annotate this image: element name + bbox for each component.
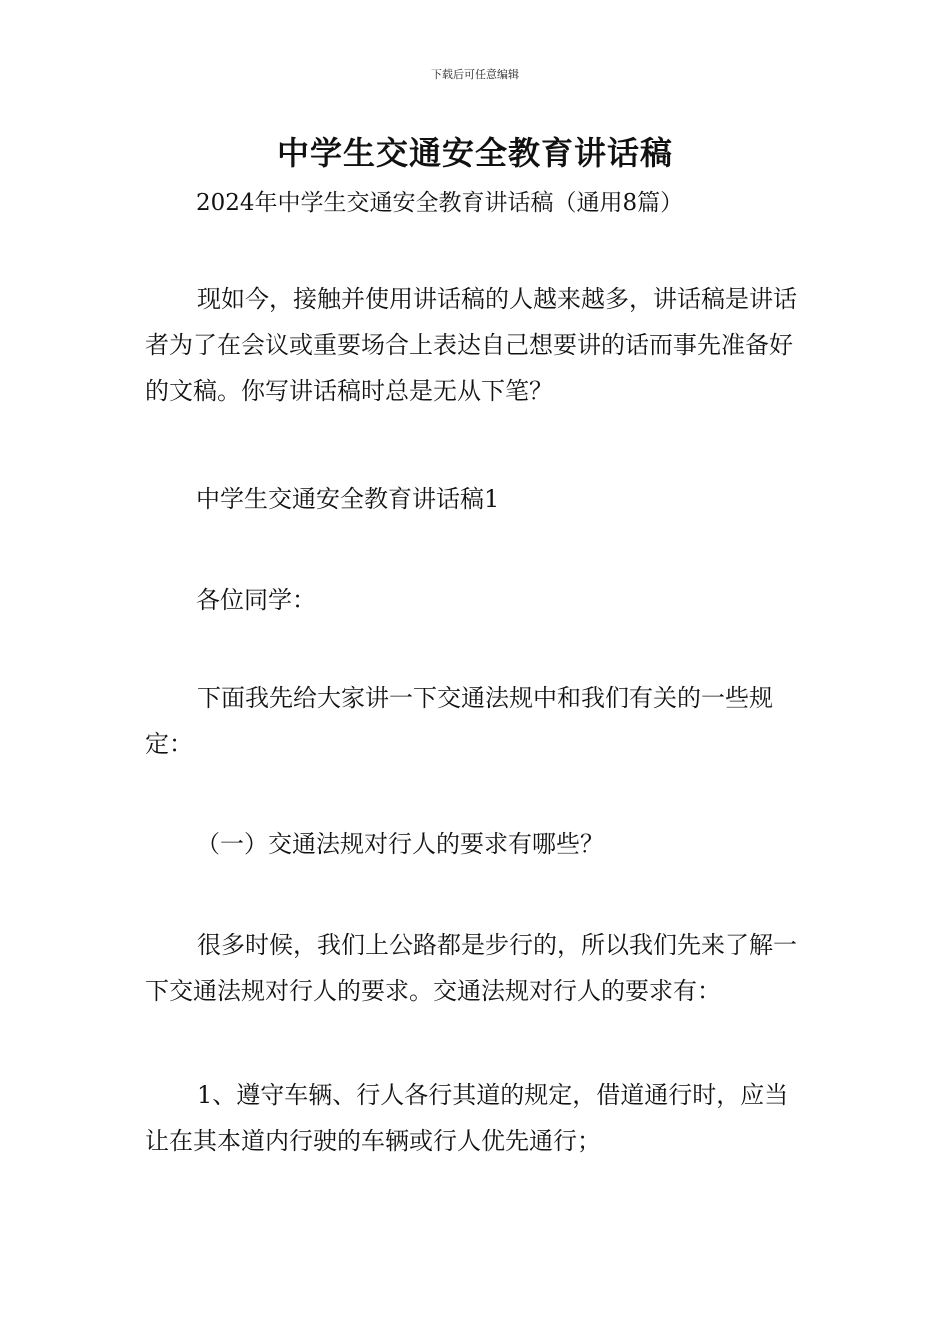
rule-1-paragraph: 1、遵守车辆、行人各行其道的规定，借道通行时，应当让在其本道内行驶的车辆或行人优先通行； [145,1081,789,1155]
document-subtitle: 2024年中学生交通安全教育讲话稿（通用8篇） [196,190,684,216]
header-note: 下载后可任意编辑 [431,68,519,81]
section-heading: 中学生交通安全教育讲话稿1 [196,485,500,513]
greeting: 各位同学： [196,586,316,614]
document-title: 中学生交通安全教育讲话稿 [276,134,673,172]
intro-paragraph: 现如今，接触并使用讲话稿的人越来越多，讲话稿是讲话者为了在会议或重要场合上表达自己想要讲的话而事先准备好的文稿。你写讲话稿时总是无从下笔？ [145,285,797,405]
rules-intro-paragraph: 下面我先给大家讲一下交通法规中和我们有关的一些规定： [145,684,773,758]
pedestrian-paragraph: 很多时候，我们上公路都是步行的，所以我们先来了解一下交通法规对行人的要求。交通法规对行人的要求有： [145,931,797,1005]
subheading-pedestrian-rules: （一）交通法规对行人的要求有哪些？ [196,830,604,858]
